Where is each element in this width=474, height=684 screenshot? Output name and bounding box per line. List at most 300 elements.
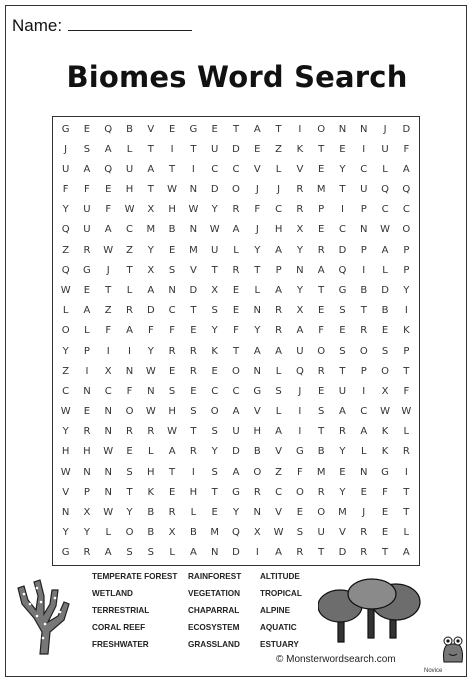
grid-letter[interactable]: F: [169, 325, 175, 337]
grid-letter[interactable]: Y: [62, 345, 69, 357]
grid-letter[interactable]: E: [211, 123, 218, 135]
grid-letter[interactable]: V: [275, 507, 282, 519]
grid-letter[interactable]: L: [382, 264, 388, 276]
grid-letter[interactable]: D: [232, 446, 240, 458]
grid-letter[interactable]: R: [402, 446, 410, 458]
grid-letter[interactable]: Y: [232, 507, 240, 519]
grid-letter[interactable]: W: [188, 204, 199, 216]
grid-letter[interactable]: U: [381, 143, 389, 155]
grid-letter[interactable]: G: [232, 486, 240, 498]
grid-letter[interactable]: D: [232, 547, 240, 559]
grid-letter[interactable]: R: [83, 426, 91, 438]
grid-letter[interactable]: P: [360, 365, 367, 377]
grid-letter[interactable]: R: [360, 325, 368, 337]
grid-letter[interactable]: B: [147, 507, 155, 519]
grid-letter[interactable]: W: [209, 224, 220, 236]
grid-letter[interactable]: J: [255, 224, 259, 236]
grid-letter[interactable]: S: [126, 466, 133, 478]
grid-letter[interactable]: W: [167, 184, 178, 196]
grid-letter[interactable]: F: [126, 385, 133, 397]
grid-letter[interactable]: L: [62, 305, 69, 317]
grid-letter[interactable]: Y: [403, 285, 410, 297]
grid-letter[interactable]: I: [191, 466, 195, 478]
grid-letter[interactable]: S: [168, 385, 176, 397]
grid-letter[interactable]: I: [298, 406, 302, 418]
grid-letter[interactable]: T: [232, 123, 240, 135]
grid-letter[interactable]: N: [83, 385, 91, 397]
grid-letter[interactable]: U: [211, 244, 219, 256]
grid-letter[interactable]: R: [126, 305, 133, 317]
grid-letter[interactable]: K: [381, 446, 389, 458]
grid-letter[interactable]: R: [232, 204, 240, 216]
grid-letter[interactable]: E: [318, 163, 325, 175]
grid-letter[interactable]: Q: [338, 264, 347, 276]
grid-letter[interactable]: W: [60, 285, 71, 297]
grid-letter[interactable]: A: [360, 426, 368, 438]
grid-letter[interactable]: R: [317, 365, 325, 377]
grid-letter[interactable]: L: [254, 285, 261, 297]
grid-letter[interactable]: B: [126, 123, 133, 135]
grid-letter[interactable]: M: [316, 184, 326, 196]
grid-letter[interactable]: T: [190, 143, 197, 155]
grid-letter[interactable]: C: [275, 204, 283, 216]
grid-letter[interactable]: Q: [61, 224, 70, 236]
grid-letter[interactable]: P: [360, 204, 367, 216]
grid-letter[interactable]: N: [210, 547, 219, 559]
grid-letter[interactable]: I: [404, 305, 408, 317]
grid-letter[interactable]: B: [189, 527, 197, 539]
grid-letter[interactable]: A: [83, 163, 91, 175]
grid-letter[interactable]: U: [83, 204, 91, 216]
grid-letter[interactable]: O: [295, 486, 304, 498]
grid-letter[interactable]: A: [147, 285, 155, 297]
grid-letter[interactable]: X: [296, 305, 304, 317]
grid-letter[interactable]: E: [168, 486, 176, 498]
grid-letter[interactable]: S: [190, 406, 197, 418]
grid-letter[interactable]: Q: [402, 184, 411, 196]
grid-letter[interactable]: C: [168, 305, 176, 317]
grid-letter[interactable]: B: [253, 446, 261, 458]
grid-letter[interactable]: G: [61, 547, 70, 559]
grid-letter[interactable]: H: [253, 426, 262, 438]
grid-letter[interactable]: Q: [232, 527, 240, 539]
grid-letter[interactable]: A: [232, 406, 240, 418]
grid-letter[interactable]: E: [381, 325, 389, 337]
grid-letter[interactable]: A: [147, 163, 155, 175]
grid-letter[interactable]: L: [169, 547, 175, 559]
grid-letter[interactable]: Z: [275, 143, 283, 155]
grid-letter[interactable]: D: [210, 184, 219, 196]
grid-letter[interactable]: L: [275, 163, 282, 175]
grid-letter[interactable]: L: [105, 527, 112, 539]
grid-letter[interactable]: W: [60, 466, 71, 478]
grid-letter[interactable]: N: [360, 466, 368, 478]
grid-letter[interactable]: F: [403, 143, 410, 155]
grid-letter[interactable]: G: [83, 264, 91, 276]
grid-letter[interactable]: O: [232, 184, 240, 196]
grid-letter[interactable]: X: [253, 527, 261, 539]
grid-letter[interactable]: U: [317, 527, 325, 539]
grid-letter[interactable]: A: [275, 244, 282, 256]
grid-letter[interactable]: U: [360, 184, 368, 196]
grid-letter[interactable]: T: [232, 345, 240, 357]
grid-letter[interactable]: C: [381, 204, 389, 216]
grid-letter[interactable]: Y: [339, 163, 346, 175]
grid-letter[interactable]: B: [381, 305, 389, 317]
grid-letter[interactable]: E: [190, 385, 197, 397]
grid-letter[interactable]: E: [105, 184, 112, 196]
grid-letter[interactable]: K: [147, 486, 155, 498]
grid-letter[interactable]: G: [189, 123, 198, 135]
grid-letter[interactable]: M: [189, 244, 198, 256]
grid-letter[interactable]: L: [382, 163, 388, 175]
grid-letter[interactable]: A: [275, 345, 282, 357]
grid-letter[interactable]: E: [254, 143, 261, 155]
grid-letter[interactable]: I: [85, 365, 89, 377]
grid-letter[interactable]: L: [148, 446, 154, 458]
grid-letter[interactable]: Y: [83, 527, 90, 539]
grid-letter[interactable]: J: [106, 264, 110, 276]
grid-letter[interactable]: Z: [62, 365, 70, 377]
grid-letter[interactable]: G: [338, 285, 347, 297]
grid-letter[interactable]: I: [362, 385, 366, 397]
grid-letter[interactable]: V: [275, 446, 282, 458]
grid-letter[interactable]: F: [147, 325, 154, 337]
grid-letter[interactable]: E: [318, 305, 325, 317]
grid-letter[interactable]: A: [253, 345, 261, 357]
grid-letter[interactable]: F: [105, 204, 112, 216]
grid-letter[interactable]: T: [126, 486, 133, 498]
grid-letter[interactable]: Q: [104, 123, 113, 135]
grid-letter[interactable]: Q: [104, 163, 113, 175]
grid-letter[interactable]: I: [298, 123, 302, 135]
grid-letter[interactable]: W: [103, 244, 114, 256]
grid-letter[interactable]: Y: [147, 244, 154, 256]
grid-letter[interactable]: R: [147, 426, 155, 438]
grid-letter[interactable]: P: [83, 345, 90, 357]
grid-letter[interactable]: T: [211, 264, 218, 276]
grid-letter[interactable]: A: [168, 446, 176, 458]
grid-letter[interactable]: R: [296, 204, 304, 216]
grid-letter[interactable]: I: [106, 345, 110, 357]
grid-letter[interactable]: R: [317, 486, 325, 498]
grid-letter[interactable]: A: [402, 547, 410, 559]
grid-letter[interactable]: F: [62, 184, 69, 196]
grid-letter[interactable]: K: [403, 325, 410, 337]
grid-letter[interactable]: W: [124, 204, 135, 216]
grid-letter[interactable]: N: [253, 305, 262, 317]
grid-letter[interactable]: E: [83, 406, 91, 418]
grid-letter[interactable]: Y: [62, 204, 69, 216]
grid-letter[interactable]: M: [210, 527, 220, 539]
grid-letter[interactable]: N: [61, 507, 70, 519]
grid-letter[interactable]: O: [317, 345, 326, 357]
grid-letter[interactable]: G: [296, 446, 304, 458]
grid-letter[interactable]: Q: [295, 365, 304, 377]
grid-letter[interactable]: E: [339, 143, 346, 155]
grid-letter[interactable]: N: [189, 224, 198, 236]
grid-letter[interactable]: C: [211, 385, 219, 397]
grid-letter[interactable]: E: [126, 446, 133, 458]
grid-letter[interactable]: J: [277, 184, 281, 196]
grid-letter[interactable]: V: [147, 123, 155, 135]
grid-letter[interactable]: A: [275, 426, 282, 438]
grid-letter[interactable]: Q: [381, 184, 389, 196]
grid-letter[interactable]: H: [147, 466, 155, 478]
grid-letter[interactable]: I: [404, 466, 408, 478]
grid-letter[interactable]: A: [296, 325, 304, 337]
grid-letter[interactable]: L: [275, 365, 282, 377]
grid-letter[interactable]: B: [317, 446, 325, 458]
grid-letter[interactable]: U: [83, 224, 91, 236]
grid-letter[interactable]: S: [211, 305, 218, 317]
grid-letter[interactable]: B: [147, 527, 155, 539]
grid-letter[interactable]: Q: [61, 264, 70, 276]
grid-letter[interactable]: U: [338, 385, 347, 397]
grid-letter[interactable]: L: [403, 426, 410, 438]
grid-letter[interactable]: O: [125, 527, 134, 539]
grid-letter[interactable]: O: [402, 224, 411, 236]
grid-letter[interactable]: H: [274, 224, 283, 236]
grid-letter[interactable]: A: [275, 547, 282, 559]
grid-letter[interactable]: V: [253, 163, 261, 175]
grid-letter[interactable]: R: [168, 507, 176, 519]
grid-letter[interactable]: T: [169, 163, 176, 175]
grid-letter[interactable]: C: [338, 224, 346, 236]
grid-letter[interactable]: C: [402, 204, 410, 216]
grid-letter[interactable]: U: [296, 345, 304, 357]
grid-letter[interactable]: W: [273, 527, 284, 539]
grid-letter[interactable]: W: [145, 365, 156, 377]
grid-letter[interactable]: A: [339, 406, 346, 418]
grid-letter[interactable]: A: [275, 285, 282, 297]
grid-letter[interactable]: T: [105, 285, 112, 297]
grid-letter[interactable]: Y: [211, 325, 218, 337]
grid-letter[interactable]: H: [83, 446, 91, 458]
grid-letter[interactable]: V: [189, 264, 197, 276]
grid-letter[interactable]: O: [317, 507, 326, 519]
grid-letter[interactable]: T: [147, 184, 154, 196]
grid-letter[interactable]: A: [189, 547, 197, 559]
grid-letter[interactable]: S: [381, 345, 389, 357]
grid-letter[interactable]: N: [125, 365, 134, 377]
grid-letter[interactable]: V: [62, 486, 70, 498]
grid-letter[interactable]: A: [381, 244, 389, 256]
grid-letter[interactable]: B: [168, 224, 176, 236]
grid-letter[interactable]: R: [83, 547, 91, 559]
grid-letter[interactable]: A: [83, 305, 91, 317]
grid-letter[interactable]: C: [104, 385, 112, 397]
grid-letter[interactable]: N: [104, 466, 112, 478]
grid-letter[interactable]: N: [338, 123, 347, 135]
grid-letter[interactable]: F: [318, 325, 325, 337]
grid-letter[interactable]: M: [316, 466, 326, 478]
grid-letter[interactable]: R: [189, 365, 197, 377]
grid-letter[interactable]: E: [339, 325, 346, 337]
grid-letter[interactable]: E: [318, 385, 325, 397]
grid-letter[interactable]: I: [191, 163, 195, 175]
grid-letter[interactable]: T: [339, 184, 346, 196]
grid-letter[interactable]: H: [168, 204, 176, 216]
grid-letter[interactable]: T: [211, 486, 218, 498]
grid-letter[interactable]: F: [233, 325, 239, 337]
grid-letter[interactable]: R: [253, 486, 261, 498]
grid-letter[interactable]: E: [360, 486, 367, 498]
grid-letter[interactable]: Z: [275, 466, 283, 478]
grid-letter[interactable]: C: [275, 486, 283, 498]
grid-letter[interactable]: H: [125, 184, 134, 196]
grid-letter[interactable]: H: [61, 446, 70, 458]
grid-letter[interactable]: X: [381, 385, 389, 397]
grid-letter[interactable]: T: [318, 143, 325, 155]
grid-letter[interactable]: X: [147, 264, 155, 276]
grid-letter[interactable]: N: [296, 264, 304, 276]
grid-letter[interactable]: E: [168, 123, 176, 135]
grid-letter[interactable]: E: [232, 305, 240, 317]
grid-letter[interactable]: S: [317, 406, 325, 418]
grid-letter[interactable]: V: [339, 527, 346, 539]
grid-letter[interactable]: I: [362, 143, 366, 155]
grid-letter[interactable]: O: [210, 406, 219, 418]
grid-letter[interactable]: S: [168, 264, 176, 276]
grid-letter[interactable]: X: [83, 507, 91, 519]
grid-letter[interactable]: D: [338, 547, 347, 559]
grid-letter[interactable]: L: [126, 285, 133, 297]
grid-letter[interactable]: D: [146, 305, 155, 317]
grid-letter[interactable]: E: [296, 507, 304, 519]
grid-letter[interactable]: A: [232, 224, 240, 236]
grid-letter[interactable]: U: [61, 163, 70, 175]
grid-letter[interactable]: T: [190, 426, 197, 438]
grid-letter[interactable]: S: [339, 305, 346, 317]
grid-letter[interactable]: G: [253, 385, 262, 397]
grid-letter[interactable]: K: [381, 426, 389, 438]
grid-letter[interactable]: I: [298, 426, 302, 438]
grid-letter[interactable]: R: [168, 345, 176, 357]
grid-letter[interactable]: N: [147, 385, 155, 397]
grid-letter[interactable]: Y: [296, 244, 303, 256]
grid-letter[interactable]: L: [233, 244, 239, 256]
grid-letter[interactable]: L: [275, 406, 282, 418]
grid-letter[interactable]: T: [254, 264, 261, 276]
grid-letter[interactable]: U: [125, 163, 134, 175]
grid-letter[interactable]: T: [403, 486, 410, 498]
grid-letter[interactable]: T: [403, 507, 410, 519]
grid-letter[interactable]: K: [211, 345, 218, 357]
grid-letter[interactable]: R: [189, 446, 197, 458]
grid-letter[interactable]: P: [275, 264, 282, 276]
grid-letter[interactable]: N: [189, 184, 198, 196]
grid-letter[interactable]: E: [232, 285, 240, 297]
grid-letter[interactable]: P: [403, 244, 410, 256]
grid-letter[interactable]: K: [296, 143, 304, 155]
grid-letter[interactable]: T: [169, 466, 176, 478]
grid-letter[interactable]: F: [296, 466, 303, 478]
grid-letter[interactable]: Y: [126, 507, 133, 519]
grid-letter[interactable]: W: [60, 406, 71, 418]
grid-letter[interactable]: W: [167, 426, 178, 438]
grid-letter[interactable]: J: [383, 123, 387, 135]
grid-letter[interactable]: U: [232, 426, 240, 438]
grid-letter[interactable]: C: [360, 406, 368, 418]
grid-letter[interactable]: R: [126, 426, 133, 438]
grid-letter[interactable]: S: [275, 385, 282, 397]
grid-letter[interactable]: N: [104, 426, 112, 438]
grid-letter[interactable]: I: [255, 547, 259, 559]
grid-letter[interactable]: X: [147, 204, 155, 216]
grid-letter[interactable]: A: [253, 123, 261, 135]
grid-letter[interactable]: A: [402, 163, 410, 175]
grid-letter[interactable]: N: [253, 365, 262, 377]
grid-letter[interactable]: R: [275, 325, 283, 337]
grid-letter[interactable]: Y: [211, 446, 218, 458]
grid-letter[interactable]: N: [360, 224, 368, 236]
grid-letter[interactable]: A: [317, 264, 325, 276]
grid-letter[interactable]: S: [83, 143, 91, 155]
grid-letter[interactable]: F: [254, 204, 261, 216]
grid-letter[interactable]: L: [84, 325, 90, 337]
grid-letter[interactable]: I: [362, 264, 366, 276]
grid-letter[interactable]: Z: [62, 244, 70, 256]
grid-letter[interactable]: P: [403, 264, 410, 276]
grid-letter[interactable]: F: [105, 325, 112, 337]
grid-letter[interactable]: D: [232, 143, 240, 155]
grid-letter[interactable]: O: [232, 365, 240, 377]
grid-letter[interactable]: A: [232, 466, 240, 478]
grid-letter[interactable]: M: [338, 507, 347, 519]
grid-letter[interactable]: X: [168, 527, 176, 539]
grid-letter[interactable]: G: [61, 123, 70, 135]
grid-letter[interactable]: R: [360, 547, 368, 559]
grid-letter[interactable]: Y: [147, 345, 154, 357]
grid-letter[interactable]: L: [403, 527, 410, 539]
grid-letter[interactable]: V: [253, 406, 261, 418]
grid-letter[interactable]: N: [360, 123, 368, 135]
grid-letter[interactable]: I: [128, 345, 131, 357]
grid-letter[interactable]: J: [255, 184, 259, 196]
grid-letter[interactable]: I: [170, 143, 174, 155]
name-field[interactable]: [68, 16, 192, 31]
grid-letter[interactable]: R: [189, 345, 197, 357]
grid-letter[interactable]: V: [296, 163, 304, 175]
grid-letter[interactable]: A: [126, 325, 133, 337]
grid-letter[interactable]: L: [190, 507, 197, 519]
grid-letter[interactable]: E: [381, 507, 389, 519]
grid-letter[interactable]: S: [126, 547, 133, 559]
grid-letter[interactable]: O: [125, 406, 134, 418]
grid-letter[interactable]: L: [360, 446, 367, 458]
grid-letter[interactable]: Y: [62, 426, 69, 438]
grid-letter[interactable]: N: [168, 285, 176, 297]
grid-letter[interactable]: W: [103, 446, 114, 458]
grid-letter[interactable]: U: [211, 143, 219, 155]
grid-letter[interactable]: G: [381, 466, 389, 478]
grid-letter[interactable]: R: [317, 244, 325, 256]
grid-letter[interactable]: R: [338, 426, 346, 438]
grid-letter[interactable]: O: [317, 123, 326, 135]
grid-letter[interactable]: H: [189, 486, 198, 498]
grid-letter[interactable]: R: [275, 305, 283, 317]
grid-letter[interactable]: E: [381, 527, 389, 539]
grid-letter[interactable]: C: [62, 385, 70, 397]
grid-letter[interactable]: P: [318, 204, 325, 216]
grid-letter[interactable]: R: [296, 547, 304, 559]
grid-letter[interactable]: O: [381, 365, 389, 377]
grid-letter[interactable]: D: [381, 285, 389, 297]
grid-letter[interactable]: C: [126, 224, 134, 236]
grid-letter[interactable]: N: [104, 486, 112, 498]
grid-letter[interactable]: F: [382, 486, 388, 498]
